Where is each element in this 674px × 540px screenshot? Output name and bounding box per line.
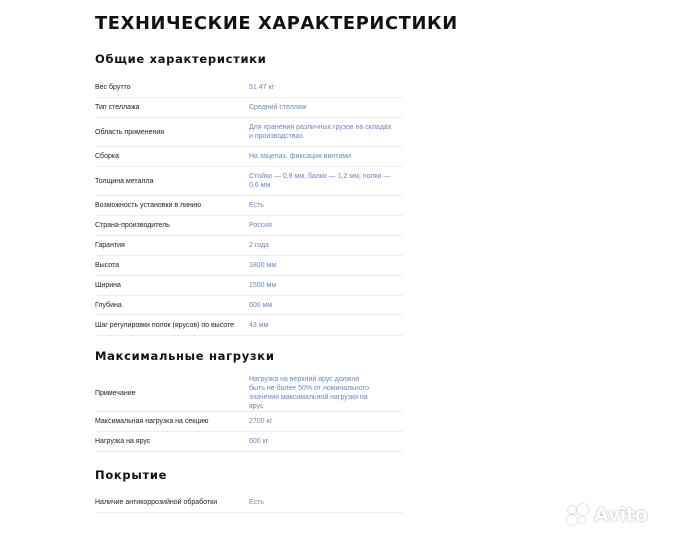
table-row [95, 196, 403, 216]
table-row [95, 296, 403, 315]
table-row [95, 432, 403, 452]
row-value: Есть [249, 202, 264, 209]
row-value: 2700 кг [249, 418, 273, 425]
table-row [95, 375, 403, 412]
table-row [95, 236, 403, 256]
table-row [95, 493, 403, 513]
row-value: 51.47 кг [249, 84, 275, 91]
row-value: Для хранения различных грузов на складах и производствах. [249, 124, 392, 140]
row-label: Высота [95, 262, 120, 269]
row-value: 1800 мм [249, 262, 277, 269]
row-value: 2 года [249, 242, 269, 249]
table-row [95, 167, 403, 196]
row-label: Нагрузка на ярус [95, 438, 151, 445]
row-label: Область применения [95, 128, 165, 136]
row-label: Гарантия [95, 242, 125, 249]
row-value: 43 мм [249, 321, 269, 329]
section-title-general: Общие характеристики [95, 52, 267, 66]
row-value: Стойки — 0,8 мм, балки — 1,2 мм, полки — 0,6 мм [249, 173, 391, 189]
row-value: 600 мм [249, 301, 273, 309]
row-value: Средний стеллаж [249, 104, 307, 111]
row-label: Шаг регулировки полок (ярусов) по высоте [95, 321, 235, 329]
row-label: Толщина металла [95, 177, 154, 185]
row-value: Есть [249, 499, 264, 506]
section-title-coating: Покрытие [95, 468, 168, 482]
row-value: 600 кг [249, 438, 269, 445]
avito-dots-icon [566, 503, 592, 527]
row-label: Вес брутто [95, 84, 131, 91]
row-label: Возможность установки в линию [95, 202, 202, 209]
specs-table-coating [95, 493, 403, 513]
table-row [95, 147, 403, 167]
row-label: Ширина [95, 282, 121, 289]
avito-watermark [566, 503, 648, 527]
row-value: На зацепах, фиксация винтами [249, 153, 351, 160]
table-row [95, 276, 403, 296]
table-row [95, 216, 403, 236]
page-title: ТЕХНИЧЕСКИЕ ХАРАКТЕРИСТИКИ [95, 14, 458, 34]
table-row [95, 315, 403, 336]
row-label: Страна-производитель [95, 222, 170, 229]
row-value: Россия [249, 222, 272, 229]
table-row [95, 412, 403, 432]
row-value: 1500 мм [249, 282, 277, 289]
avito-watermark-text: Avito [594, 504, 648, 526]
row-value: Нагрузка на верхний ярус должна быть не более 50% от номинального значения максимальной нагрузки на ярус [249, 376, 369, 410]
row-label: Глубина [95, 301, 122, 309]
section-title-max-loads: Максимальные нагрузки [95, 349, 275, 363]
row-label: Максимальная нагрузка на секцию [95, 418, 209, 425]
specs-table-general [95, 78, 403, 336]
table-row [95, 78, 403, 98]
table-row [95, 118, 403, 147]
specs-table-max-loads [95, 375, 403, 452]
table-row [95, 256, 403, 276]
table-row [95, 98, 403, 118]
row-label: Наличие антикоррозийной обработки [95, 499, 218, 506]
row-label: Примечание [95, 389, 136, 397]
row-label: Сборка [95, 153, 119, 160]
row-label: Тип стеллажа [95, 104, 140, 111]
